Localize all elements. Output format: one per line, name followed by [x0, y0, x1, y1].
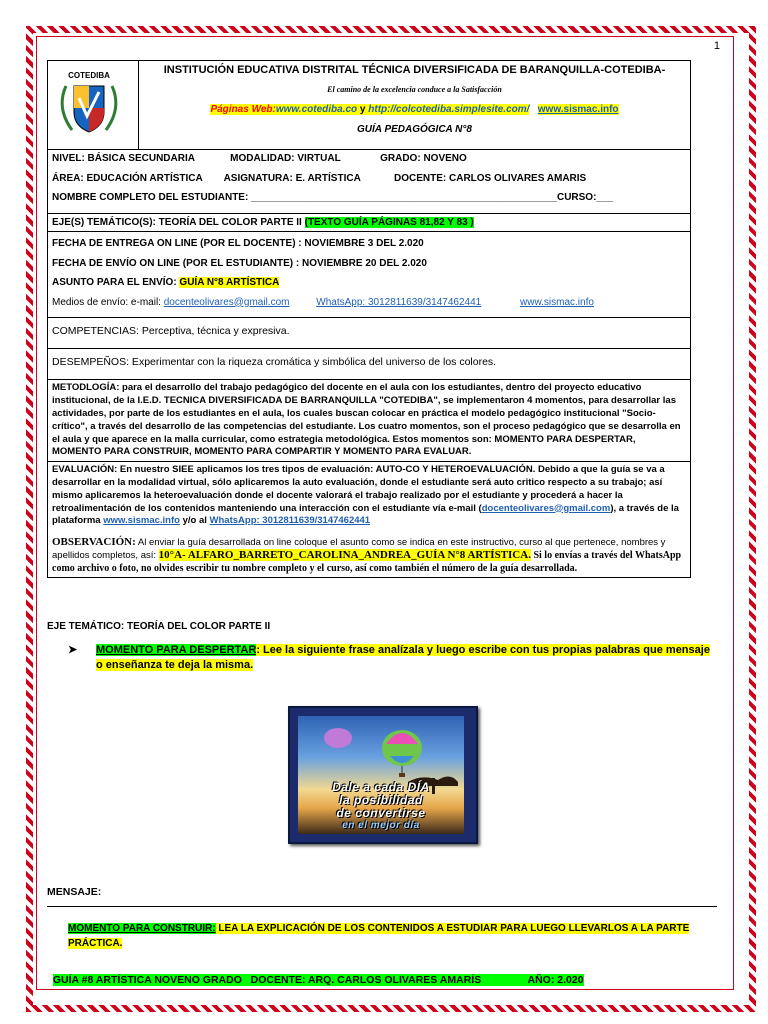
- row-dates: [48, 232, 691, 318]
- obs-text2: Si lo envías a través del WhatsApp como archivo o foto, no olvides escribir tu nombre completo y el curso, así como también el número de la guía desarrollada.: [52, 550, 682, 574]
- obs-label: OBSERVACIÓN:: [52, 536, 136, 549]
- caption-line-3: de convertirse: [336, 806, 426, 820]
- eval-web-link[interactable]: www.sismac.info: [103, 515, 180, 527]
- footer-text: GUÍA #8 ARTÍSTICA NOVENO GRADO DOCENTE: ARQ. CARLOS OLIVARES AMARÍS AÑO: 2.020: [52, 974, 584, 986]
- row-eje: [48, 213, 691, 232]
- caption-line-2: la posibilidad: [339, 793, 423, 807]
- medios-email-link[interactable]: docenteolivares@gmail.com: [163, 296, 290, 308]
- desempenos: DESEMPEÑOS: Experimentar con la riqueza cromática y simbólica del universo de los colores.: [48, 349, 691, 380]
- school-logo: [52, 68, 126, 138]
- row-level: [48, 150, 691, 214]
- logo-text: COTEDIBA: [68, 70, 110, 80]
- web-label: Páginas Web:: [210, 103, 276, 115]
- web-link-simplesite[interactable]: http://colcotediba.simplesite.com/: [368, 103, 530, 115]
- competencias: COMPETENCIAS: Perceptiva, técnica y expresiva.: [48, 318, 691, 349]
- institution-name: INSTITUCIÓN EDUCATIVA DISTRITAL TÉCNICA DIVERSIFICADA DE BARANQUILLA-COTEDIBA-: [139, 61, 691, 84]
- asignatura: ASIGNATURA: E. ARTÍSTICA: [223, 172, 361, 184]
- student-name: NOMBRE COMPLETO DEL ESTUDIANTE: _______________________________________________________CURSO:___: [52, 192, 614, 203]
- medios-whatsapp-link[interactable]: WhatsApp: 3012811639/3147462441: [316, 296, 482, 308]
- row-evaluacion: [48, 462, 691, 577]
- obs-text1: Al enviar la guía desarrollada on line coloque el asunto como se indica en este instructivo, curso al que pertenece, nombres y apellidos completos, así:: [52, 537, 666, 562]
- eje-highlight: (TEXTO GUÍA PÁGINAS 81,82 Y 83 ): [304, 216, 474, 228]
- despertar-label: MOMENTO PARA DESPERTAR: [96, 644, 257, 656]
- web-link-cotediba[interactable]: www.cotediba.co: [275, 103, 358, 115]
- eje-tematico-heading: EJE TEMÁTICO: TEORÍA DEL COLOR PARTE II: [47, 621, 271, 632]
- modalidad: MODALIDAD: VIRTUAL: [230, 153, 341, 164]
- fecha-envio: FECHA DE ENVÍO ON LINE (POR EL ESTUDIANTE) : NOVIEMBRE 20 DEL 2.020: [52, 257, 427, 269]
- eval-email-link[interactable]: docenteolivares@gmail.com: [481, 502, 611, 514]
- web-pages-line: [139, 101, 691, 122]
- obs-highlight: 10°A- ALFARO_BARRETO_CAROLINA_ANDREA_GUÍA N°8 ARTÍSTICA.: [158, 549, 531, 562]
- fecha-entrega: FECHA DE ENTREGA ON LINE (POR EL DOCENTE) : NOVIEMBRE 3 DEL 2.020: [52, 238, 424, 249]
- construir-section: [68, 922, 708, 951]
- construir-text: LEA LA EXPLICACIÓN DE LOS CONTENIDOS A ESTUDIAR PARA LUEGO LLEVARLOS A LA PARTE PRÁCTICA.: [68, 923, 690, 949]
- header-table: [47, 60, 691, 578]
- web-sep: y: [357, 103, 369, 115]
- medios-label: Medios de envío: e-mail:: [52, 296, 164, 308]
- medios-web-link[interactable]: www.sismac.info: [520, 296, 594, 308]
- page-number: 1: [713, 40, 720, 52]
- metodologia: METODLOGÍA: para el desarrollo del trabajo pedagógico del docente en el aula con los estudiantes, dentro del proyecto educativo institucional, de la I.E.D. TECNICA DIVERSIFICADA DE BARRANQUILLA "COTEDIBA", se implementaron 4 momentos, para desarrollar las actividades, por parte de los estudiantes en el aula, los cuales buscan colocar en práctica el modelo pedagógico institucional "Socio-crítico", a través del desarrollo de las competencias del estudiante. Los cuatro momentos, son el proceso pedagógico que se desarrolla en el aula y que aparece en la malla curricular, como estrategia metodológica. Estos momentos son: MOMENTO PARA DESPERTAR, MOMENTO PARA CONSTRUIR, MOMENTO PARA COMPARTIR Y MOMENTO PARA EVALUAR.: [48, 380, 691, 462]
- mensaje-label: MENSAJE:: [47, 886, 102, 898]
- web-link-sismac[interactable]: www.sismac.info: [537, 103, 619, 115]
- evaluacion: EVALUACIÓN: En nuestro SIEE aplicamos los tres tipos de evaluación: AUTO-CO Y HETEROEVALUACIÓN. Debido a que la guía se va a desarrollar en la modalidad virtual, sólo aplicaremos la auto evaluación, donde el estudiante será auto critico respecto a su trabajo; así mismo aplicaremos la heteroevaluación donde el docente valorará el trabajo realizado por el estudiante y procederá a hacer la retroalimentación de los contenidos manteniendo una interacción con el estudiante vía e-mail (: [52, 464, 665, 514]
- caption-line-4: en el mejor día: [342, 820, 420, 831]
- eval-whatsapp-link[interactable]: WhatsApp: 3012811639/3147462441: [209, 515, 371, 527]
- area: ÁREA: EDUCACIÓN ARTÍSTICA: [52, 172, 203, 184]
- eval-or: y/o al: [179, 515, 210, 527]
- despertar-text: : Lee la siguiente frase analízala y luego escribe con tus propias palabras que mensaje o enseñanza te deja la misma.: [96, 644, 710, 672]
- guide-title: GUÍA PEDAGÓGICA N°8: [139, 121, 691, 149]
- image-scene: [298, 716, 464, 834]
- eval-mid: ), a través de la plataforma: [52, 502, 679, 527]
- docente: DOCENTE: CARLOS OLIVARES AMARIS: [394, 172, 587, 184]
- nivel: NIVEL: BÁSICA SECUNDARIA: [52, 153, 195, 164]
- footer: [47, 962, 584, 986]
- asunto-highlight: GUÍA N°8 ARTÍSTICA: [179, 277, 280, 288]
- construir-label: MOMENTO PARA CONSTRUIR:: [68, 923, 216, 934]
- despertar-section: [68, 643, 716, 674]
- caption-line-1: Dale a cada DÍA: [332, 780, 430, 794]
- mensaje-line: [47, 906, 717, 907]
- asunto-label: ASUNTO PARA EL ENVÍO:: [52, 277, 180, 288]
- grado: GRADO: NOVENO: [380, 153, 467, 164]
- motto: El camino de la excelencia conduce a la Satisfacción: [139, 83, 691, 100]
- logo-cell: [48, 61, 139, 150]
- arrow-bullet-icon: ➤: [68, 644, 78, 656]
- motivational-image: [288, 706, 478, 844]
- eje-label: EJE(S) TEMÁTICO(S): TEORÍA DEL COLOR PARTE II: [52, 216, 305, 228]
